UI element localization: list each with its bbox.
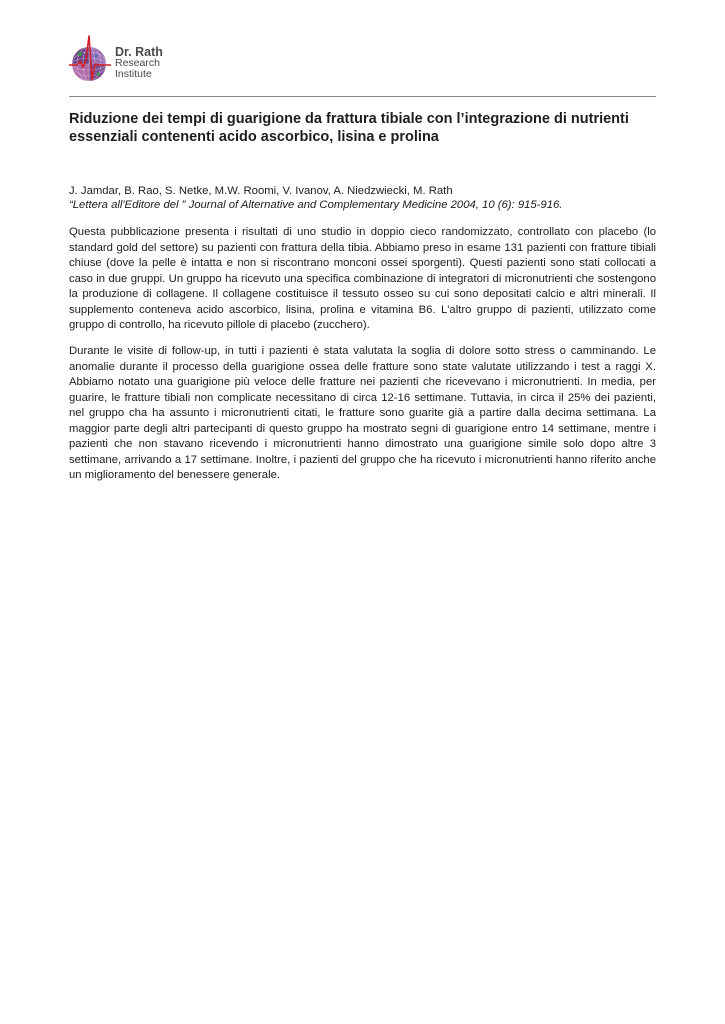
header: [69, 34, 656, 96]
citation: “Lettera all'Editore del ” Journal of Alternative and Complementary Medicine 2004, 10 (6): 915-916.: [69, 199, 563, 211]
body-paragraph-2: Durante le visite di follow-up, in tutti i pazienti è stata valutata la soglia di dolore sotto stress o camminando. Le anomalie durante il processo della guarigione ossea delle fratture sono state valutate utilizzando i test a raggi X. Abbiamo notato una guarigione più veloce delle fratture nei pazienti che ricevevano i micronutrienti. In media, per guarire, le fratture tibiali non complicate necessitano di circa 12-16 settimane. Tuttavia, in circa il 25% dei pazienti, nel gruppo cha ha assunto i micronutrienti citati, le fratture sono guarite già a partire dalla decima settimana. La maggior parte degli altri partecipanti di questo gruppo ha mostrato segni di guarigione entro 14 settimane, mentre i pazienti che non stavano ricevendo i micronutrienti hanno dimostrato una guarigione simile solo dopo altre 3 settimane, arrivando a 17 settimane. Inoltre, i pazienti del gruppo che ha ricevuto i micronutrienti hanno riferito anche un miglioramento del benessere generale.: [69, 345, 656, 481]
logo-line-research: Research: [115, 57, 160, 69]
logo-line-institute: Institute: [115, 68, 152, 80]
body-paragraph-1: Questa pubblicazione presenta i risultati di uno studio in doppio cieco randomizzato, controllato con placebo (lo standard gold del settore) su pazienti con frattura della tibia. Abbiamo preso in esame 131 pazienti con fratture tibiali chiuse (dove la pelle è intatta e non si riscontrano monconi ossei sporgenti). Questi pazienti sono stati collocati a caso in due gruppi. Un gruppo ha ricevuto una specifica combinazione di integratori di micronutrienti che sostengono la produzione di collagene. Il collagene costituisce il tessuto osseo su cui sono depositati calcio e altri minerali. Il supplemento conteneva acido ascorbico, lisina, prolina e vitamina B6. L'altro gruppo di pazienti, utilizzato come gruppo di controllo, ha ricevuto pillole di placebo (zucchero).: [69, 226, 656, 331]
dr-rath-logo-icon: [69, 34, 111, 86]
logo-name: Dr. Rath: [115, 45, 163, 59]
authors: J. Jamdar, B. Rao, S. Netke, M.W. Roomi, V. Ivanov, A. Niedzwiecki, M. Rath: [69, 185, 453, 197]
document-title: Riduzione dei tempi di guarigione da frattura tibiale con l’integrazione di nutrienti essenziali contenenti acido ascorbico, lisina e prolina: [69, 111, 629, 145]
header-divider: [69, 96, 656, 97]
logo-text: [115, 46, 163, 80]
